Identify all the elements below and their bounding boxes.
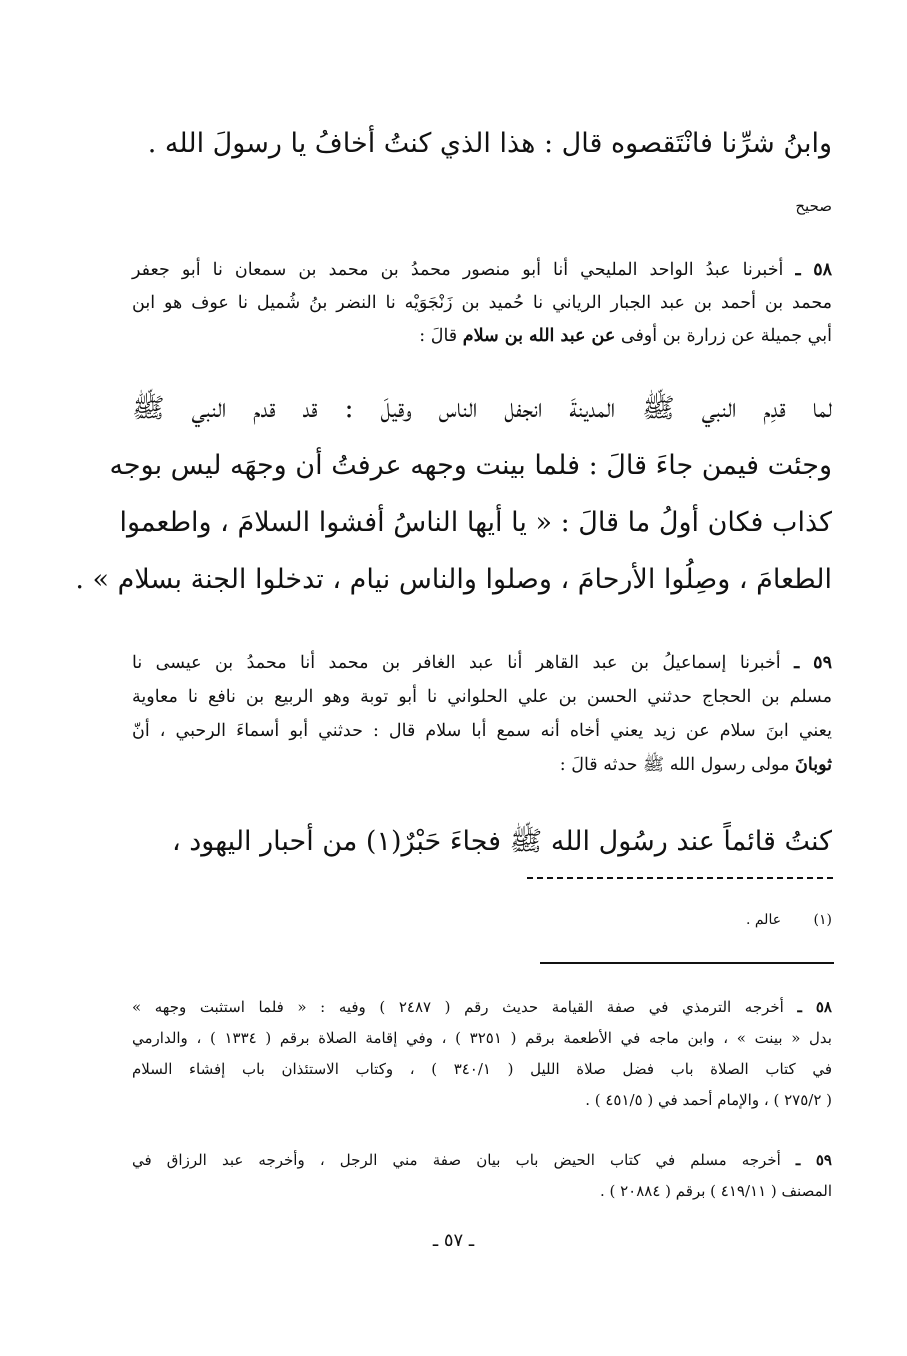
hadith-58-isnad [132,254,832,353]
isnad-line [132,320,832,353]
isnad-text: قالَ : [419,326,458,346]
matn-line: كذاب فكان أولُ ما قالَ : « يا أيها الناسُ أفشوا السلامَ ، واطعموا [119,507,832,538]
isnad-text: أخبرنا عبدُ الواحد المليحي أنا أبو منصور محمدُ بن محمد بن سمعان نا أبو جعفر [132,260,784,280]
takhrij-line: بدل « بينت » ، وابن ماجه في الأطعمة برقم ( ٣٢٥١ ) ، وفي إقامة الصلاة برقم ( ١٣٣٤ ) ، والدارمي [132,1029,832,1047]
isnad-narrator: ثوبانَ [795,755,832,775]
hadith-grade: صحيح [795,197,832,215]
dashed-separator [527,877,833,883]
hadith-59-matn [132,822,832,862]
takhrij-text: أخرجه الترمذي في صفة القيامة حديث رقم ( ٢٤٨٧ ) وفيه : « فلما استثبت وجهه » [132,998,784,1016]
matn-line: وجئت فيمن جاءَ قالَ : فلما بينت وجهه عرفتُ أن وجهَه ليس بوجه [109,450,832,481]
isnad-line [132,646,832,680]
isnad-line: مسلم بن الحجاج حدثني الحسن بن علي الحلواني نا أبو توبة وهو الربيع بن نافع نا معاوية [132,687,832,707]
matn-line: لما قدِم النبي ﷺ المدينةَ انجفل الناس وقيلَ : قد قدم النبي ﷺ [132,393,832,424]
continuation-text: وابنُ شرِّنا فانْتَقصوه قال : هذا الذي كنتُ أخافُ يا رسولَ الله . [147,128,832,159]
isnad-text: أبي جميلة عن زرارة بن أوفى [620,326,832,346]
takhrij-number: ٥٨ ـ [797,998,832,1016]
footnote [746,912,832,928]
footnote-number: (١) [813,912,832,928]
takhrij-line [132,1145,832,1176]
isnad-line: يعني ابنَ سلام عن زيد يعني أخاه أنه سمع أبا سلام قال : حدثني أبو أسماءَ الرحبي ، أنّ [132,721,832,741]
isnad-narrator: عن عبد الله بن سلام [462,326,616,346]
hadith-number: ٥٨ ـ [795,260,832,280]
hadith-number: ٥٩ ـ [794,653,832,673]
takhrij-line: ( ٢٧٥/٢ ) ، والإمام أحمد في ( ٤٥١/٥ ) . [585,1091,832,1109]
isnad-text: أخبرنا إسماعيلُ بن عبد القاهر أنا عبد الغافر بن محمد أنا محمدُ بن عيسى نا [132,653,781,673]
takhrij-number: ٥٩ ـ [795,1151,832,1169]
hadith-59-isnad [132,646,832,782]
isnad-line: محمد بن أحمد بن عبد الجبار الرياني نا حُميد بن زَنْجَوَيْه نا النضر بنُ شُميل نا عوف هو ابن [132,293,832,313]
hadith-58-matn [75,380,832,608]
matn-line: كنتُ قائماً عند رسُول الله ﷺ فجاءَ حَبْرٌ(١) من أحبار اليهود ، [171,826,832,857]
takhrij-line: في كتاب الصلاة باب فضل صلاة الليل ( ٣٤٠/١ ) ، وكتاب الاستئذان باب إفشاء السلام [132,1060,833,1078]
continuation-line [132,128,832,159]
takhrij-line [132,992,832,1023]
takhrij-text: أخرجه مسلم في كتاب الحيض باب بيان صفة مني الرجل ، وأخرجه عبد الرزاق في [132,1151,781,1169]
matn-line: الطعامَ ، وصِلُوا الأرحامَ ، وصلوا والناس نيام ، تدخلوا الجنة بسلام » . [75,564,832,595]
isnad-line [132,748,832,782]
takhrij-59 [132,1145,832,1207]
isnad-line [132,254,832,287]
footnote-text: عالم . [745,912,782,928]
page-number: ـ ٥٧ ـ [432,1230,475,1251]
takhrij-separator-rule [540,962,834,964]
takhrij-line: المصنف ( ٤١٩/١١ ) برقم ( ٢٠٨٨٤ ) . [599,1182,832,1200]
isnad-text: مولى رسول الله ﷺ حدثه قالَ : [559,755,790,775]
takhrij-58 [132,992,832,1116]
